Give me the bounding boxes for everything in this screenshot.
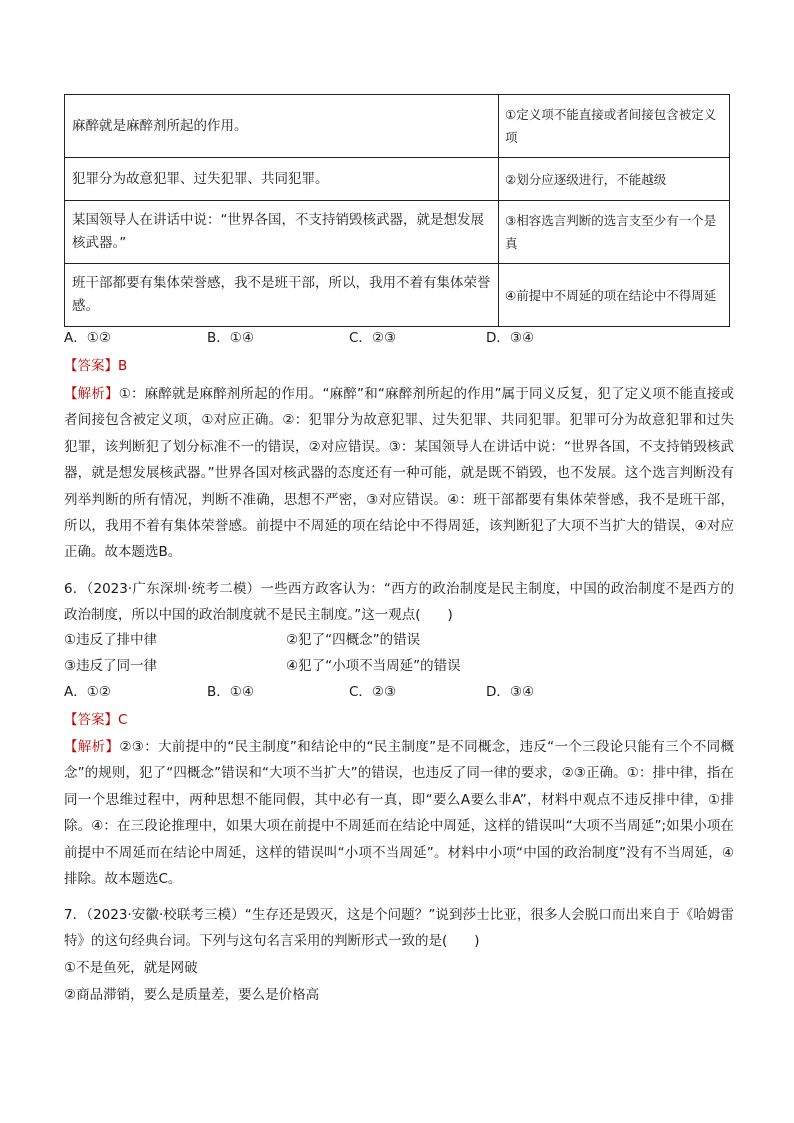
q7-item: ②商品滞销，要么是质量差，要么是价格高 [64, 987, 320, 1003]
q5-analysis [64, 381, 734, 566]
option-d: D．③④ [486, 684, 535, 700]
q6-item: ③违反了同一律 [64, 658, 158, 674]
q5-answer [64, 353, 734, 379]
table-cell-statement: 班干部都要有集体荣誉感，我不是班干部，所以，我用不着有集体荣誉感。 [65, 264, 499, 327]
option-b: B．①④ [207, 330, 254, 346]
q5-options [64, 325, 734, 351]
answer-value: C [118, 712, 128, 728]
option-d: D．③④ [486, 330, 535, 346]
table-cell-statement: 麻醉就是麻醉剂所起的作用。 [65, 95, 499, 158]
table-row [65, 158, 730, 201]
table-row [65, 264, 730, 327]
option-b: B．①④ [207, 684, 254, 700]
option-a: A．①② [64, 684, 111, 700]
answer-label: 【答案】 [64, 712, 118, 728]
table-cell-rule: ③相容选言判断的选言支至少有一个是真 [499, 201, 730, 264]
analysis-text: ②③：大前提中的“民主制度”和结论中的“民主制度”是不同概念，违反“一个三段论只能有三个不同概念”的规则，犯了“四概念”错误和“大项不当扩大”的错误，也违反了同一律的要求，②③正确。①：排中律，指在同一个思维过程中，两种思想不能同假，其中必有一真，即“要么A要么非A”，材料中观点不违反排中律，①排除。④：在三段论推理中，如果大项在前提中不周延而在结论中周延，这样的错误叫“大项不当周延”;如果小项在前提中不周延而在结论中周延，这样的错误叫“小项不当周延”。材料中小项“中国的政治制度”没有不当周延，④排除。故本题选C。 [64, 739, 735, 888]
q6-stem: 6．（2023·广东深圳·统考二模）一些西方政客认为：“西方的政治制度是民主制度，中国的政治制度不是西方的政治制度，所以中国的政治制度就不是民主制度。”这一观点( ) [64, 581, 734, 624]
q6-items-row1 [64, 627, 734, 653]
option-c: C．②③ [349, 330, 397, 346]
answer-label: 【答案】 [64, 358, 118, 374]
q6-items-row2 [64, 653, 734, 679]
table-cell-rule: ①定义项不能直接或者间接包含被定义项 [499, 95, 730, 158]
table-cell-rule: ②划分应逐级进行，不能越级 [499, 158, 730, 201]
table-cell-statement: 某国领导人在讲话中说：“世界各国，不支持销毁核武器，就是想发展核武器。” [65, 201, 499, 264]
q6-item: ②犯了“四概念”的错误 [286, 632, 421, 648]
table-cell-statement: 犯罪分为故意犯罪、过失犯罪、共同犯罪。 [65, 158, 499, 201]
q6-options [64, 679, 734, 705]
table-cell-rule: ④前提中不周延的项在结论中不得周延 [499, 264, 730, 327]
option-c: C．②③ [349, 684, 397, 700]
answer-value: B [118, 358, 128, 374]
q6-item: ①违反了排中律 [64, 632, 158, 648]
q6-analysis [64, 734, 734, 892]
table-row [65, 201, 730, 264]
option-a: A．①② [64, 330, 111, 346]
analysis-text: ①：麻醉就是麻醉剂所起的作用。“麻醉”和“麻醉剂所起的作用”属于同义反复，犯了定义项不能直接或者间接包含被定义项，①对应正确。②：犯罪分为故意犯罪、过失犯罪、共同犯罪。犯罪可分为故意犯罪和过失犯罪，该判断犯了划分标准不一的错误，②对应错误。③：某国领导人在讲话中说：“世界各国，不支持销毁核武器，就是想发展核武器。”世界各国对核武器的态度还有一种可能，就是既不销毁，也不发展。这个选言判断没有列举判断的所有情况，判断不准确，思想不严密，③对应错误。④：班干部都要有集体荣誉感，我不是班干部，所以，我用不着有集体荣誉感。前提中不周延的项在结论中不得周延，该判断犯了大项不当扩大的错误，④对应正确。故本题选B。 [64, 386, 735, 561]
q7-item: ①不是鱼死，就是网破 [64, 960, 198, 976]
q6-answer [64, 707, 734, 733]
matching-table [64, 94, 730, 327]
q7-stem: 7．（2023·安徽·校联考三模）“生存还是毁灭，这是个问题？”说到莎士比亚，很多人会脱口而出来自于《哈姆雷特》的这句经典台词。下列与这句名言采用的判断形式一致的是( ) [64, 907, 734, 950]
analysis-label: 【解析】 [64, 739, 120, 755]
q6-item: ④犯了“小项不当周延”的错误 [286, 658, 461, 674]
table-row [65, 95, 730, 158]
analysis-label: 【解析】 [64, 386, 119, 402]
